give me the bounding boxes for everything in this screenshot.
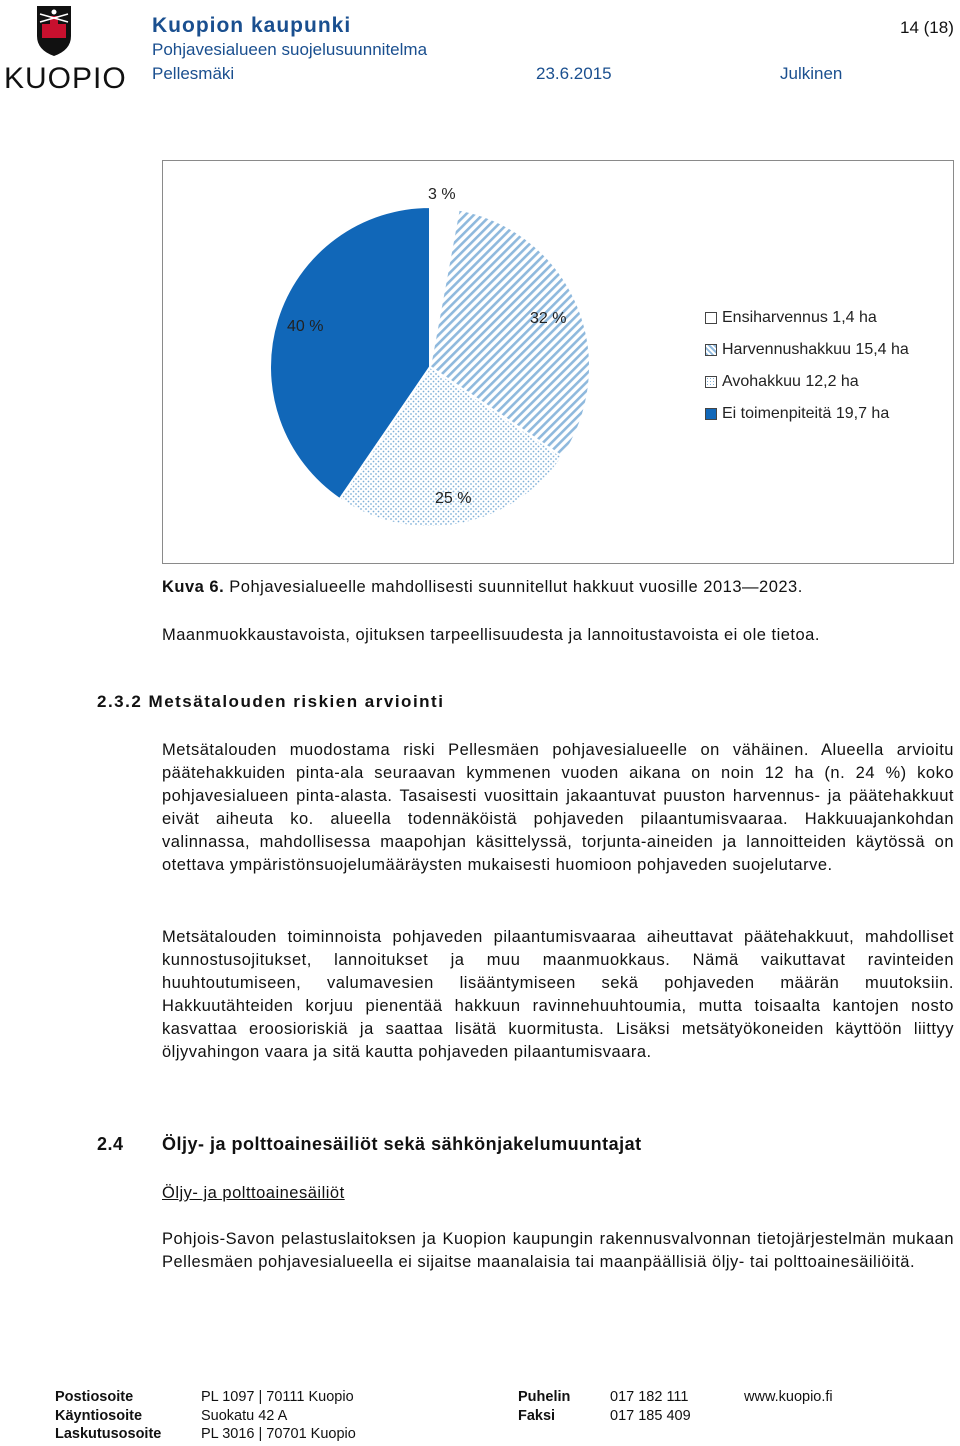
- legend-label: Harvennushakkuu 15,4 ha: [722, 341, 909, 358]
- legend-swatch-harvennushakkuu: [705, 344, 717, 356]
- legend-label: Ensiharvennus 1,4 ha: [722, 309, 877, 326]
- document-title: Pohjavesialueen suojelusuunnitelma: [152, 40, 428, 59]
- footer-website-link[interactable]: www.kuopio.fi: [744, 1389, 833, 1405]
- footer-values-left: [201, 1388, 356, 1444]
- footer-values-right: [610, 1388, 691, 1425]
- page-number: 14 (18): [900, 18, 954, 37]
- footer-fax-label: Faksi: [518, 1407, 556, 1424]
- legend-item: [705, 403, 909, 425]
- footer-phone-value: 017 182 111: [610, 1389, 689, 1405]
- footer-labels-right: [518, 1388, 570, 1425]
- paragraph-oil-tanks: Pohjois-Savon pelastuslaitoksen ja Kuopion kaupungin rakennusvalvonnan tietojärjestelmän mukaan Pellesmäen pohjavesialueella ei sijaitse maanalaisia tai maanpäällisiä öljy- tai polttoainesäiliöitä.: [162, 1230, 954, 1271]
- caption-line1: Pohjavesialueelle mahdollisesti suunnitellut hakkuut vuosille 2013—2023.: [229, 578, 803, 596]
- footer-postal-label: Postiosoite: [55, 1389, 134, 1405]
- subheading-oil-tanks: Öljy- ja polttoainesäiliöt: [162, 1184, 345, 1202]
- pie-label-ei-toimenpiteita: 40 %: [287, 318, 324, 335]
- legend-label: Avohakkuu 12,2 ha: [722, 373, 859, 390]
- section-number-2-4: 2.4: [97, 1134, 124, 1154]
- publicity-status: Julkinen: [780, 64, 843, 83]
- organization-name: Kuopion kaupunki: [152, 14, 352, 37]
- legend-item: [705, 307, 909, 329]
- footer-billing-label: Laskutusosoite: [55, 1426, 162, 1442]
- pie-label-ensiharvennus: 3 %: [428, 186, 456, 203]
- legend-label: Ei toimenpiteitä 19,7 ha: [722, 405, 890, 422]
- legend-item: [705, 339, 909, 361]
- footer-fax-value: 017 185 409: [610, 1407, 691, 1424]
- figure-caption: [162, 576, 803, 599]
- caption-note: Maanmuokkaustavoista, ojituksen tarpeellisuudesta ja lannoitustavoista ei ole tietoa.: [162, 626, 820, 644]
- footer-visit-value: Suokatu 42 A: [201, 1407, 288, 1424]
- legend-item: [705, 371, 909, 393]
- logo-wordmark: KUOPIO: [4, 62, 127, 95]
- footer-phone-label: Puhelin: [518, 1389, 571, 1405]
- paragraph-risk-assessment: Metsätalouden muodostama riski Pellesmäen pohjavesialueelle on vähäinen. Alueella arvioitu päätehakkuiden pinta-ala seuraavan kymmenen vuoden aikana on noin 12 ha (n. 24 %) koko pohjavesialueen pinta-alasta. Tasaisesti vuosittain jakaantuvat puuston harvennus- ja päätehakkuut eivät aiheuta ko. alueella todennäköistä pohjaveden pilaantumisvaaraa. Hakkuuajankohdan valinnassa, mahdollisessa maapohjan käsittelyssä, torjunta-aineiden ja lannoitteiden käytössä on otettava ympäristönsuojelumääräysten mukaisesti huomioon pohjaveden suojelutarve.: [162, 741, 954, 874]
- area-name: Pellesmäki: [152, 64, 235, 83]
- legend-swatch-ensiharvennus: [705, 312, 717, 324]
- section-title-2-4: Öljy- ja polttoainesäiliöt sekä sähkönjakelumuuntajat: [162, 1134, 642, 1154]
- footer-visit-label: Käyntiosoite: [55, 1407, 143, 1424]
- pie-label-avohakkuu: 25 %: [435, 490, 472, 507]
- document-date: 23.6.2015: [536, 64, 612, 83]
- legend-swatch-ei-toimenpiteita: [705, 408, 717, 420]
- footer-postal-value: PL 1097 | 70111 Kuopio: [201, 1389, 354, 1405]
- pie-label-harvennushakkuu: 32 %: [530, 310, 567, 327]
- footer-billing-value: PL 3016 | 70701 Kuopio: [201, 1426, 356, 1442]
- legend-swatch-avohakkuu: [705, 376, 717, 388]
- footer-labels-left: [55, 1388, 161, 1444]
- section-heading-2-3-2: 2.3.2 Metsätalouden riskien arviointi: [97, 692, 445, 711]
- caption-label: Kuva 6.: [162, 578, 225, 596]
- paragraph-forestry-activities: Metsätalouden toiminnoista pohjaveden pilaantumisvaaraa aiheuttavat päätehakkuut, mahdolliset kunnostusojitukset, lannoitukset ja muu maanmuokkaus. Nämä vaikuttavat ravinteiden huuhtoutumiseen, valumavesien lisääntymiseen sekä pohjaveden määrän muutoksiin. Hakkuutähteiden korjuu pienentää hakkuun ravinnehuuhtoumia, mutta toisaalta kantojen nosto kasvattaa eroosioriskiä ja saattaa lisätä kuormitusta. Lisäksi metsätyökoneiden käyttöön liittyy öljyvahingon vaara ja sitä kautta pohjaveden pilaantumisvaara.: [162, 928, 954, 1061]
- kuopio-logo: [4, 2, 127, 98]
- chart-legend: [705, 307, 909, 425]
